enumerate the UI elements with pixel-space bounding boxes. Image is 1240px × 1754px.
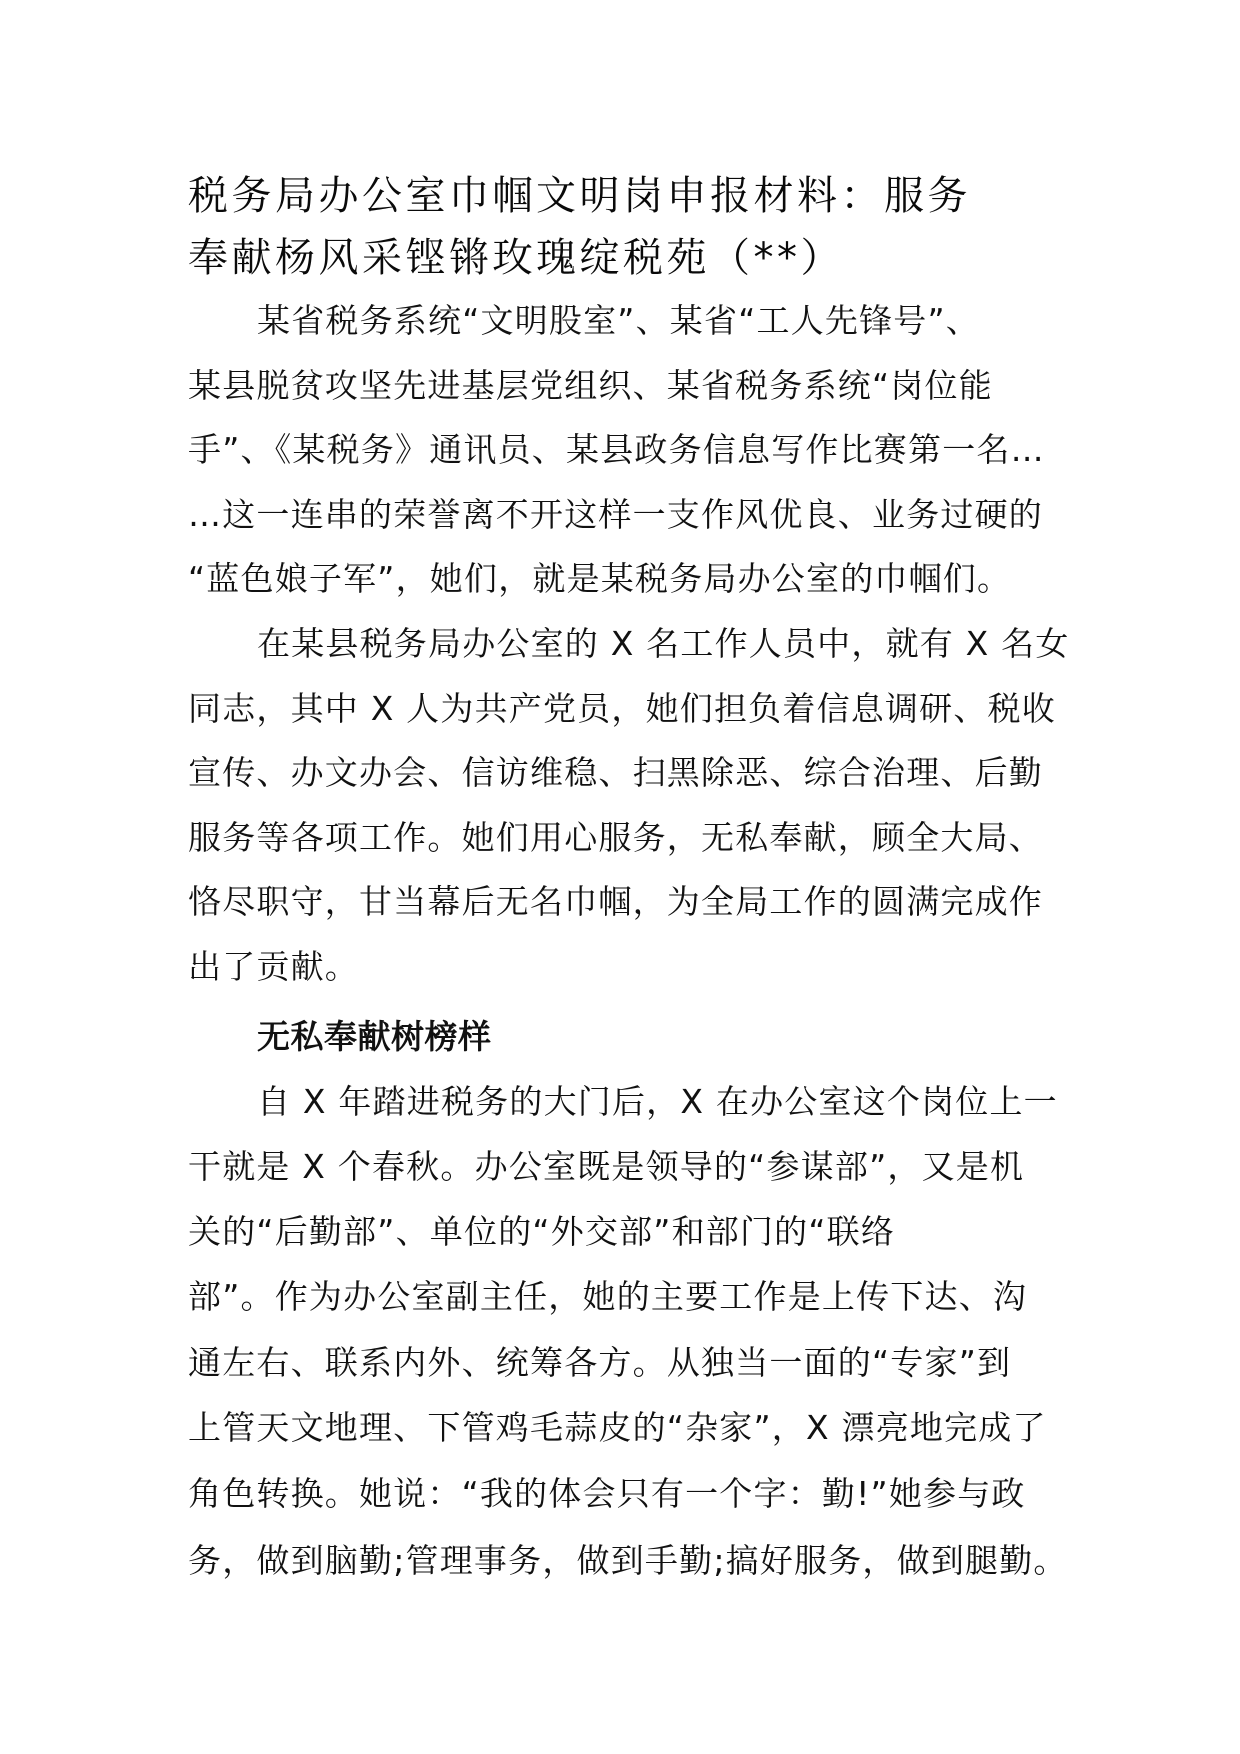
section-paragraph-line-6: 上管天文地理、下管鸡毛蒜皮的“杂家”，X 漂亮地完成了 xyxy=(188,1408,1047,1447)
paragraph-2-line-2: 同志，其中 X 人为共产党员，她们担负着信息调研、税收 xyxy=(188,689,1056,728)
paragraph-2-line-4: 服务等各项工作。她们用心服务，无私奉献，顾全大局、 xyxy=(188,818,1043,857)
document-title-line-1: 税务局办公室巾帼文明岗申报材料：服务 xyxy=(188,173,971,219)
paragraph-2-line-3: 宣传、办文办会、信访维稳、扫黑除恶、综合治理、后勤 xyxy=(188,753,1043,792)
paragraph-1-line-5: “蓝色娘子军”，她们，就是某税务局办公室的巾帼们。 xyxy=(188,559,1012,598)
paragraph-1-line-1: 某省税务系统“文明股室”、某省“工人先锋号”、 xyxy=(257,301,980,340)
paragraph-2-line-1: 在某县税务局办公室的 X 名工作人员中，就有 X 名女 xyxy=(257,624,1070,663)
document-title-line-2: 奉献杨风采铿锵玫瑰绽税苑（**） xyxy=(188,235,844,281)
paragraph-2-line-6: 出了贡献。 xyxy=(188,947,359,986)
section-paragraph-line-8: 务，做到脑勤;管理事务，做到手勤;搞好服务，做到腿勤。 xyxy=(188,1541,1068,1580)
paragraph-1-line-4: …这一连串的荣誉离不开这样一支作风优良、业务过硬的 xyxy=(188,495,1043,534)
paragraph-1-line-3: 手”、《某税务》通讯员、某县政务信息写作比赛第一名… xyxy=(188,430,1045,469)
section-paragraph-line-5: 通左右、联系内外、统筹各方。从独当一面的“专家”到 xyxy=(188,1343,1012,1382)
section-paragraph-line-7: 角色转换。她说：“我的体会只有一个字：勤!”她参与政 xyxy=(188,1474,1026,1513)
paragraph-1-line-2: 某县脱贫攻坚先进基层党组织、某省税务系统“岗位能 xyxy=(188,366,993,405)
section-heading: 无私奉献树榜样 xyxy=(257,1017,492,1056)
section-paragraph-line-4: 部”。作为办公室副主任，她的主要工作是上传下达、沟 xyxy=(188,1277,1028,1316)
section-paragraph-line-3: 关的“后勤部”、单位的“外交部”和部门的“联络 xyxy=(188,1212,896,1251)
section-paragraph-line-2: 干就是 X 个春秋。办公室既是领导的“参谋部”，又是机 xyxy=(188,1147,1025,1186)
section-paragraph-line-1: 自 X 年踏进税务的大门后，X 在办公室这个岗位上一 xyxy=(257,1082,1058,1121)
paragraph-2-line-5: 恪尽职守，甘当幕后无名巾帼，为全局工作的圆满完成作 xyxy=(188,882,1043,921)
